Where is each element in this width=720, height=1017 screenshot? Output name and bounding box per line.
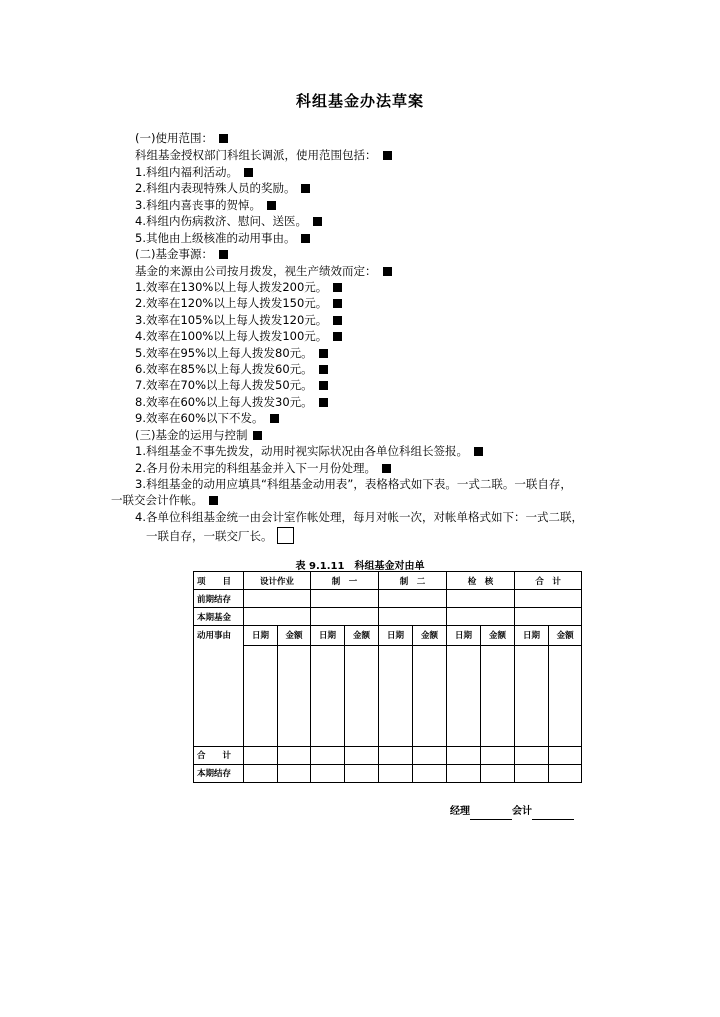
table-cell[interactable] [379, 746, 413, 764]
manager-label: 经理 [450, 806, 470, 817]
row-label: 前期结存 [194, 590, 244, 608]
table-row [194, 608, 582, 626]
text-line: 8.效率在60%以上每人拨发30元。 [135, 395, 328, 409]
text-line: 4.各单位科组基金统一由会计室作帐处理，每月对帐一次，对帐单格式如下：一式二联， [135, 510, 583, 524]
row-label: 合 计 [194, 746, 244, 764]
square-mark-icon [383, 267, 392, 276]
square-mark-icon [219, 250, 228, 259]
text-line: 3.科组基金的动用应填具“科组基金动用表”，表格格式如下表。一式二联。一联自存， [135, 477, 572, 491]
table-header-row [194, 572, 582, 590]
table-cell[interactable] [447, 590, 515, 608]
table-cell[interactable] [413, 764, 447, 782]
table-row [194, 764, 582, 782]
text-line: 1.科组内福利活动。 [135, 165, 253, 179]
text-line: 3.科组内喜丧事的贺悼。 [135, 198, 276, 212]
table-row [194, 626, 582, 646]
table-header-cell: 检 核 [447, 572, 515, 590]
text-line: 7.效率在70%以上每人拨发50元。 [135, 378, 328, 392]
text-line: 1.科组基金不事先拨发，动用时视实际状况由各单位科组长签报。 [135, 444, 483, 458]
text-line: (二)基金事源： [135, 247, 228, 261]
sub-header-amount: 金额 [345, 626, 379, 646]
table-cell[interactable] [549, 646, 582, 746]
square-mark-icon [333, 332, 342, 341]
table-header-cell: 制 一 [311, 572, 379, 590]
table-cell[interactable] [481, 746, 515, 764]
square-mark-icon [319, 349, 328, 358]
table-cell[interactable] [244, 764, 278, 782]
table-cell[interactable] [481, 646, 515, 746]
text-line: 一联交会计作帐。 [111, 493, 218, 507]
table-cell[interactable] [447, 746, 481, 764]
table-cell[interactable] [481, 764, 515, 782]
table-row [194, 590, 582, 608]
table-cell[interactable] [278, 746, 311, 764]
table-cell[interactable] [447, 608, 515, 626]
sub-header-date: 日期 [311, 626, 345, 646]
square-mark-icon [474, 447, 483, 456]
accountant-blank[interactable] [532, 808, 574, 820]
empty-box-icon [277, 527, 294, 544]
sub-header-amount: 金额 [278, 626, 311, 646]
square-mark-icon [333, 283, 342, 292]
square-mark-icon [383, 151, 392, 160]
square-mark-icon [319, 398, 328, 407]
table-cell[interactable] [244, 608, 311, 626]
text-line: 9.效率在60%以下不发。 [135, 411, 279, 425]
table-header-cell: 设计作业 [244, 572, 311, 590]
table-cell[interactable] [311, 764, 345, 782]
accountant-label: 会计 [512, 806, 532, 817]
row-label: 动用事由 [194, 626, 244, 747]
table-cell[interactable] [549, 764, 582, 782]
row-label: 本期结存 [194, 764, 244, 782]
table-cell[interactable] [515, 608, 582, 626]
square-mark-icon [319, 381, 328, 390]
table-cell[interactable] [278, 764, 311, 782]
table-cell[interactable] [379, 590, 447, 608]
table-cell[interactable] [515, 764, 549, 782]
text-line: (三)基金的运用与控制 [135, 428, 262, 442]
table-cell[interactable] [379, 646, 413, 746]
fund-statement-table [193, 571, 582, 783]
table-cell[interactable] [515, 646, 549, 746]
text-line: 2.效率在120%以上每人拨发150元。 [135, 296, 342, 310]
page-title: 科组基金办法草案 [295, 92, 424, 110]
text-line: 6.效率在85%以上每人拨发60元。 [135, 362, 328, 376]
table-cell[interactable] [311, 590, 379, 608]
text-line: 一联自存，一联交厂长。 [146, 527, 294, 544]
table-cell[interactable] [244, 646, 278, 746]
table-cell[interactable] [515, 590, 582, 608]
table-row [194, 646, 582, 746]
square-mark-icon [301, 234, 310, 243]
table-cell[interactable] [345, 764, 379, 782]
square-mark-icon [253, 431, 262, 440]
text-line: 5.其他由上级核准的动用事由。 [135, 231, 310, 245]
text-line: 2.各月份未用完的科组基金并入下一月份处理。 [135, 461, 391, 475]
sub-header-date: 日期 [379, 626, 413, 646]
square-mark-icon [382, 464, 391, 473]
text-line: 1.效率在130%以上每人拨发200元。 [135, 280, 342, 294]
signature-line [450, 802, 574, 820]
square-mark-icon [333, 316, 342, 325]
sub-header-date: 日期 [244, 626, 278, 646]
sub-header-amount: 金额 [549, 626, 582, 646]
sub-header-date: 日期 [447, 626, 481, 646]
square-mark-icon [319, 365, 328, 374]
sub-header-date: 日期 [515, 626, 549, 646]
table-row [194, 746, 582, 764]
square-mark-icon [209, 496, 218, 505]
sub-header-amount: 金额 [413, 626, 447, 646]
manager-blank[interactable] [470, 808, 512, 820]
table-cell[interactable] [379, 608, 447, 626]
table-cell[interactable] [311, 646, 345, 746]
square-mark-icon [313, 217, 322, 226]
text-line: 4.科组内伤病救济、慰问、送医。 [135, 214, 322, 228]
table-cell[interactable] [447, 646, 481, 746]
table-cell[interactable] [311, 608, 379, 626]
text-line: 科组基金授权部门科组长调派，使用范围包括： [135, 148, 392, 162]
table-cell[interactable] [413, 646, 447, 746]
table-cell[interactable] [244, 746, 278, 764]
text-line: 4.效率在100%以上每人拨发100元。 [135, 329, 342, 343]
table-cell[interactable] [345, 746, 379, 764]
text-line: 5.效率在95%以上每人拨发80元。 [135, 346, 328, 360]
table-header-cell: 合 计 [515, 572, 582, 590]
text-line: (一)使用范围： [135, 131, 228, 145]
row-label: 本期基金 [194, 608, 244, 626]
table-cell[interactable] [549, 746, 582, 764]
square-mark-icon [270, 414, 279, 423]
table-cell[interactable] [278, 646, 311, 746]
table-header-cell: 项 目 [194, 572, 244, 590]
table-cell[interactable] [515, 746, 549, 764]
text-line: 2.科组内表现特殊人员的奖励。 [135, 181, 310, 195]
text-line: 3.效率在105%以上每人拨发120元。 [135, 313, 342, 327]
table-header-cell: 制 二 [379, 572, 447, 590]
text-line: 基金的来源由公司按月拨发，视生产绩效而定： [135, 264, 392, 278]
square-mark-icon [219, 134, 228, 143]
square-mark-icon [333, 299, 342, 308]
square-mark-icon [301, 184, 310, 193]
table-cell[interactable] [311, 746, 345, 764]
table-caption: 表 9.1.11 科组基金对由单 [295, 561, 425, 572]
square-mark-icon [267, 201, 276, 210]
table-cell[interactable] [379, 764, 413, 782]
square-mark-icon [244, 168, 253, 177]
table-cell[interactable] [345, 646, 379, 746]
table-cell[interactable] [244, 590, 311, 608]
table-cell[interactable] [413, 746, 447, 764]
table-cell[interactable] [447, 764, 481, 782]
sub-header-amount: 金额 [481, 626, 515, 646]
